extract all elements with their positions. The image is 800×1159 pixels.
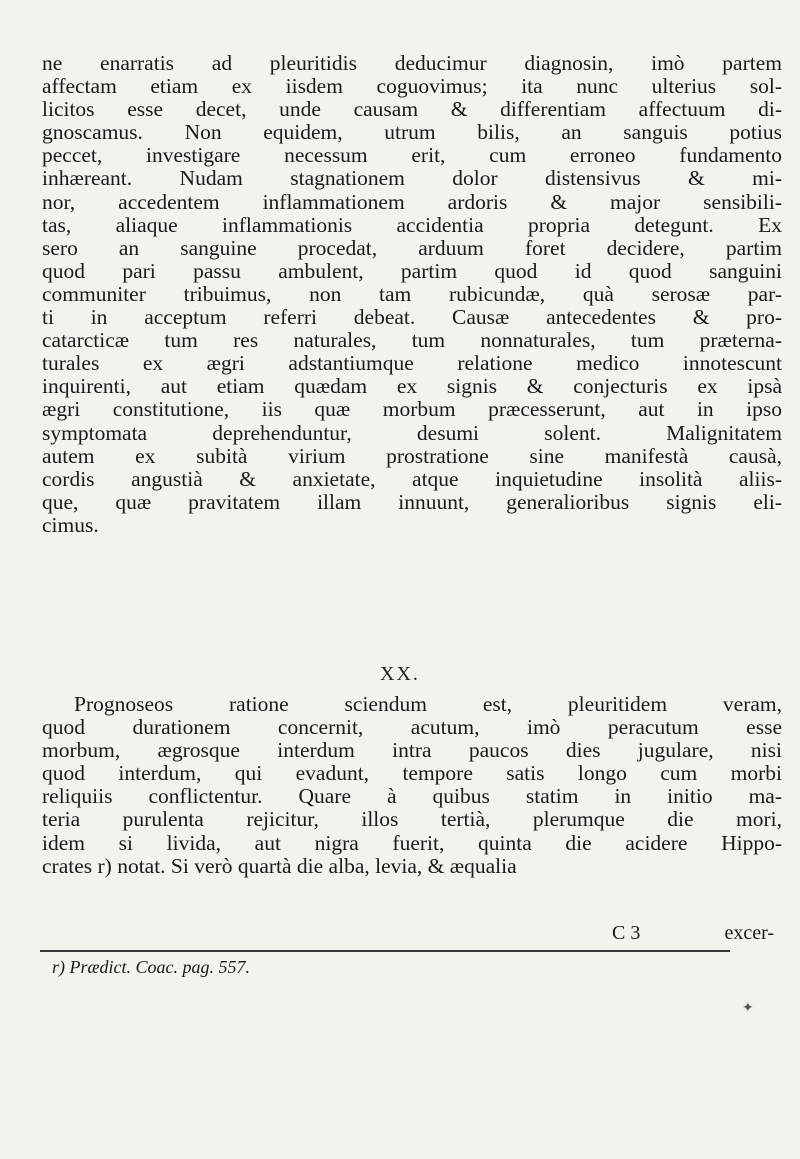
text-line: que, quæ pravitatem illam innuunt, generalioribus signis eli- (42, 490, 782, 514)
text-line: peccet, investigare necessum erit, cum erroneo fundamento (42, 144, 782, 168)
text-line: quod durationem concernit, acutum, imò peracutum esse (42, 716, 782, 740)
text-line: gnoscamus. Non equidem, utrum bilis, an sanguis potius (42, 121, 782, 145)
text-line: licitos esse decet, unde causam & differentiam affectuum di- (42, 98, 782, 122)
text-line: symptomata deprehenduntur, desumi solent. Malignitatem (42, 421, 782, 445)
text-line: sero an sanguine procedat, arduum foret decidere, partim (42, 236, 782, 260)
signature-mark: C 3 (612, 922, 641, 944)
page-footer-line (42, 922, 782, 946)
text-line: tas, aliaque inflammationis accidentia propria detegunt. Ex (42, 213, 782, 237)
text-line: affectam etiam ex iisdem coguovimus; ita nunc ulterius sol- (42, 75, 782, 99)
text-line: ægri constitutione, iis quæ morbum præcesserunt, aut in ipso (42, 398, 782, 422)
text-line: inquirenti, aut etiam quædam ex signis & conjecturis ex ipsà (42, 375, 782, 399)
footnote-rule (40, 950, 730, 952)
catchword: excer- (724, 922, 774, 944)
text-line: communiter tribuimus, non tam rubicundæ, quà serosæ par- (42, 282, 782, 306)
text-line: ti in acceptum referri debeat. Causæ antecedentes & pro- (42, 306, 782, 330)
text-line: teria purulenta rejicitur, illos tertià, plerumque die mori, (42, 808, 782, 832)
ink-speck-icon: ✦ (742, 1000, 754, 1016)
paragraph-2 (42, 693, 782, 878)
text-line: inhæreant. Nudam stagnationem dolor distensivus & mi- (42, 167, 782, 191)
text-line: turales ex ægri adstantiumque relatione medico innotescunt (42, 352, 782, 376)
text-line: quod pari passu ambulent, partim quod id quod sanguini (42, 259, 782, 283)
text-line: cordis angustià & anxietate, atque inquietudine insolità aliis- (42, 467, 782, 491)
text-line: autem ex subità virium prostratione sine manifestà causà, (42, 444, 782, 468)
paragraph-1 (42, 52, 782, 537)
section-heading: XX. (380, 663, 420, 685)
text-line: nor, accedentem inflammationem ardoris & major sensibili- (42, 190, 782, 214)
text-line: morbum, ægrosque interdum intra paucos dies jugulare, nisi (42, 739, 782, 763)
text-line: quod interdum, qui evadunt, tempore satis longo cum morbi (42, 762, 782, 786)
footnote: r) Prædict. Coac. pag. 557. (52, 957, 250, 977)
text-line: Prognoseos ratione sciendum est, pleuritidem veram, (74, 693, 782, 716)
text-line: crates r) notat. Si verò quartà die alba, levia, & æqualia (42, 854, 517, 878)
text-line: idem si livida, aut nigra fuerit, quinta die acidere Hippo- (42, 831, 782, 855)
text-line: ne enarratis ad pleuritidis deducimur diagnosin, imò partem (42, 52, 782, 75)
text-line: reliquiis conflictentur. Quare à quibus statim in initio ma- (42, 785, 782, 809)
text-line: catarcticæ tum res naturales, tum nonnaturales, tum præterna- (42, 329, 782, 353)
text-line: cimus. (42, 513, 99, 537)
